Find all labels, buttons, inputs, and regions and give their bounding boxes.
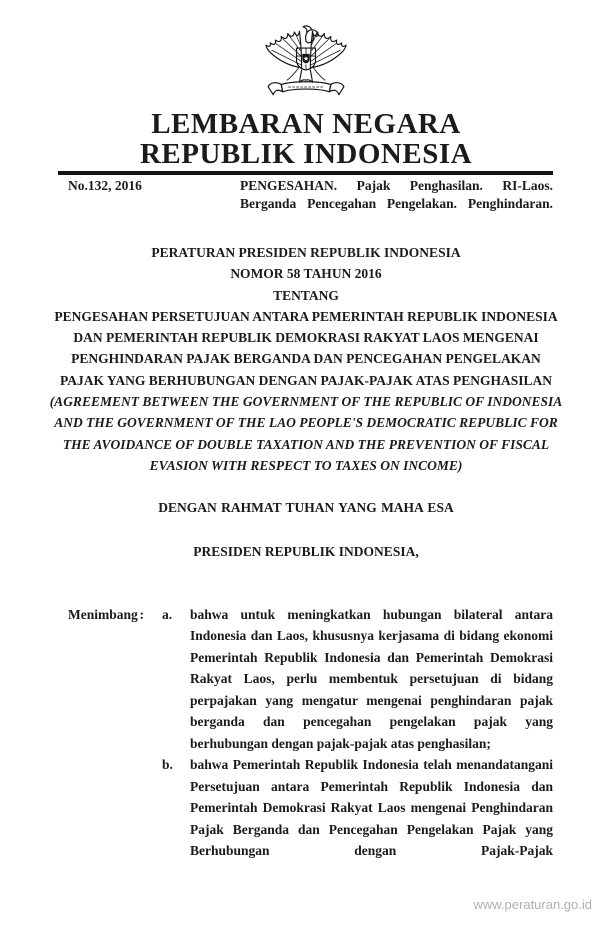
heading-english-line: AND THE GOVERNMENT OF THE LAO PEOPLE'S DEMOCRATIC REPUBLIC FOR — [54, 415, 558, 431]
consideration-item-b — [162, 754, 553, 862]
heading-line: PAJAK YANG BERHUBUNGAN DENGAN PAJAK-PAJAK ATAS PENGHASILAN — [59, 372, 553, 388]
regulation-heading — [0, 242, 612, 476]
gazette-title — [0, 110, 612, 169]
subject-line-2: Berganda Pencegahan Pengelakan. Penghindaran. — [240, 195, 553, 211]
enacting-authority: PRESIDEN REPUBLIK INDONESIA, — [193, 543, 419, 559]
considerations-label — [68, 604, 144, 862]
considerations-label-text: Menimbang — [68, 606, 138, 622]
item-text: bahwa Pemerintah Republik Indonesia telah menandatangani Persetujuan antara Pemerintah Republik Indonesia dan Pemerintah Demokrasi Rakyat Laos mengenai Penghindaran Pajak Berganda dan Pencegahan Pengelakan Pajak yang Berhubungan dengan Pajak-Pajak — [190, 757, 553, 859]
heading-line: PENGESAHAN PERSETUJUAN ANTARA PEMERINTAH REPUBLIK INDONESIA — [54, 308, 558, 324]
heading-english-line: (AGREEMENT BETWEEN THE GOVERNMENT OF THE REPUBLIC OF INDONESIA — [49, 394, 563, 410]
heading-line: TENTANG — [273, 287, 339, 303]
heading-english-line: EVASION WITH RESPECT TO TAXES ON INCOME) — [149, 457, 463, 473]
item-text: bahwa untuk meningkatkan hubungan bilateral antara Indonesia dan Laos, khususnya kerjasama di bidang ekonomi Pemerintah Republik Indonesia dan Pemerintah Demokrasi Rakyat Laos, perlu membentuk persetujuan di bidang perpajakan yang mengatur mengenai penghindaran pajak berganda dan pencegahan pengelakan pajak yang berhubungan dengan pajak-pajak atas penghasilan; — [190, 606, 553, 751]
considerations-block — [0, 604, 612, 862]
issue-number: No.132, 2016 — [68, 178, 142, 193]
heading-line: DAN PEMERINTAH REPUBLIK DEMOKRASI RAKYAT LAOS MENGENAI — [73, 330, 539, 346]
heading-line: NOMOR 58 TAHUN 2016 — [230, 266, 382, 282]
invocation: DENGAN RAHMAT TUHAN YANG MAHA ESA — [158, 500, 454, 516]
item-marker: a. — [162, 606, 173, 622]
heading-english-line: THE AVOIDANCE OF DOUBLE TAXATION AND THE PREVENTION OF FISCAL — [62, 436, 550, 452]
item-marker: b. — [162, 757, 173, 773]
heading-line: PENGHINDARAN PAJAK BERGANDA DAN PENCEGAHAN PENGELAKAN — [71, 351, 541, 367]
garuda-pancasila-icon — [0, 0, 612, 110]
subject-abstract — [240, 177, 553, 212]
considerations-colon: : — [139, 606, 144, 622]
considerations-items — [162, 604, 553, 862]
masthead-row — [0, 175, 612, 213]
gazette-title-line2: REPUBLIK INDONESIA — [139, 137, 473, 170]
footer-watermark-link: www.peraturan.go.id — [473, 897, 592, 912]
gazette-title-line1: LEMBARAN NEGARA — [151, 108, 461, 140]
subject-line-1: PENGESAHAN. Pajak Penghasilan. RI-Laos. — [240, 178, 553, 193]
heading-line: PERATURAN PRESIDEN REPUBLIK INDONESIA — [151, 245, 461, 260]
consideration-item-a — [162, 604, 553, 755]
